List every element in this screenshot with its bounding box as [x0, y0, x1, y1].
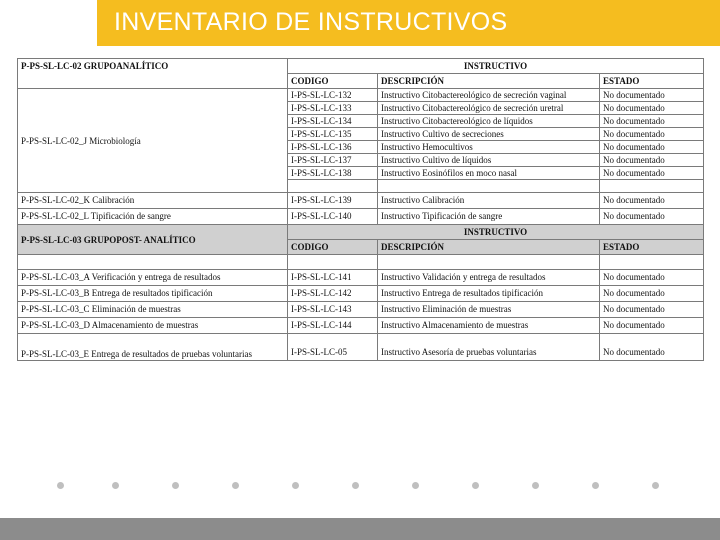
descripcion-cell: Instructivo Calibración: [378, 193, 600, 209]
empty-cell: [378, 255, 600, 270]
codigo-cell: I-PS-SL-LC-140: [288, 209, 378, 225]
estado-cell: No documentado: [600, 167, 704, 180]
codigo-cell: I-PS-SL-LC-132: [288, 89, 378, 102]
section2-col-estado: ESTADO: [600, 240, 704, 255]
empty-cell: [288, 180, 378, 193]
descripcion-cell: Instructivo Citobactereológico de secreción uretral: [378, 102, 600, 115]
table-row: [18, 334, 704, 361]
estado-cell: No documentado: [600, 89, 704, 102]
pagination-dot[interactable]: [592, 482, 599, 489]
procedimiento-cell: P-PS-SL-LC-03_E Entrega de resultados de pruebas voluntarias: [18, 334, 288, 361]
title-bar: [97, 0, 720, 46]
instructivos-table: [17, 58, 704, 361]
estado-cell: No documentado: [600, 102, 704, 115]
section2-header-row: [18, 225, 704, 240]
section1-header-row: [18, 59, 704, 74]
codigo-cell: I-PS-SL-LC-135: [288, 128, 378, 141]
procedimiento-cell: P-PS-SL-LC-03_A Verificación y entrega de resultados: [18, 270, 288, 286]
estado-cell: No documentado: [600, 141, 704, 154]
empty-cell: [600, 255, 704, 270]
codigo-cell: I-PS-SL-LC-133: [288, 102, 378, 115]
estado-cell: No documentado: [600, 302, 704, 318]
section1-col-estado: ESTADO: [600, 74, 704, 89]
codigo-cell: I-PS-SL-LC-144: [288, 318, 378, 334]
descripcion-cell: Instructivo Tipificación de sangre: [378, 209, 600, 225]
pagination-dots: [0, 482, 720, 494]
pagination-dot[interactable]: [532, 482, 539, 489]
estado-cell: No documentado: [600, 286, 704, 302]
pagination-dot[interactable]: [652, 482, 659, 489]
descripcion-cell: Instructivo Hemocultivos: [378, 141, 600, 154]
estado-cell: No documentado: [600, 193, 704, 209]
procedure-tipificacion: P-PS-SL-LC-02_L Tipificación de sangre: [18, 209, 288, 225]
pagination-dot[interactable]: [112, 482, 119, 489]
pagination-dot[interactable]: [472, 482, 479, 489]
descripcion-cell: Instructivo Eliminación de muestras: [378, 302, 600, 318]
procedure-microbiologia: P-PS-SL-LC-02_J Microbiología: [18, 89, 288, 193]
empty-cell: [18, 255, 288, 270]
spacer-row: [18, 255, 704, 270]
procedimiento-cell: P-PS-SL-LC-03_D Almacenamiento de muestras: [18, 318, 288, 334]
descripcion-cell: Instructivo Citobactereológico de líquidos: [378, 115, 600, 128]
descripcion-cell: Instructivo Almacenamiento de muestras: [378, 318, 600, 334]
slide-title: INVENTARIO DE INSTRUCTIVOS: [114, 8, 508, 36]
descripcion-cell: Instructivo Citobactereológico de secreción vaginal: [378, 89, 600, 102]
section2-col-codigo: CODIGO: [288, 240, 378, 255]
descripcion-cell: Instructivo Entrega de resultados tipificación: [378, 286, 600, 302]
section2-instructivo-header: INSTRUCTIVO: [288, 225, 704, 240]
estado-cell: No documentado: [600, 270, 704, 286]
table-row: [18, 209, 704, 225]
pagination-dot[interactable]: [352, 482, 359, 489]
section1-col-codigo: CODIGO: [288, 74, 378, 89]
footer-bar: [0, 518, 720, 540]
codigo-cell: I-PS-SL-LC-141: [288, 270, 378, 286]
table-row: [18, 286, 704, 302]
empty-cell: [378, 180, 600, 193]
estado-cell: No documentado: [600, 154, 704, 167]
pagination-dot[interactable]: [172, 482, 179, 489]
pagination-dot[interactable]: [412, 482, 419, 489]
descripcion-cell: Instructivo Cultivo de líquidos: [378, 154, 600, 167]
codigo-cell: I-PS-SL-LC-138: [288, 167, 378, 180]
section2-col-descripcion: DESCRIPCIÓN: [378, 240, 600, 255]
section2-group-title: P-PS-SL-LC-03 GRUPOPOST- ANALÍTICO: [18, 225, 288, 255]
codigo-cell: I-PS-SL-LC-05: [288, 334, 378, 361]
procedimiento-cell: P-PS-SL-LC-03_C Eliminación de muestras: [18, 302, 288, 318]
table-row: [18, 270, 704, 286]
section1-instructivo-header: INSTRUCTIVO: [288, 59, 704, 74]
table-row: [18, 302, 704, 318]
table-row: [18, 193, 704, 209]
codigo-cell: I-PS-SL-LC-139: [288, 193, 378, 209]
codigo-cell: I-PS-SL-LC-137: [288, 154, 378, 167]
pagination-dot[interactable]: [232, 482, 239, 489]
codigo-cell: I-PS-SL-LC-134: [288, 115, 378, 128]
empty-cell: [288, 255, 378, 270]
pagination-dot[interactable]: [292, 482, 299, 489]
pagination-dot[interactable]: [57, 482, 64, 489]
procedimiento-cell: P-PS-SL-LC-03_B Entrega de resultados tipificación: [18, 286, 288, 302]
codigo-cell: I-PS-SL-LC-136: [288, 141, 378, 154]
codigo-cell: I-PS-SL-LC-142: [288, 286, 378, 302]
estado-cell: No documentado: [600, 128, 704, 141]
estado-cell: No documentado: [600, 209, 704, 225]
section1-group-title: P-PS-SL-LC-02 GRUPOANALÍTICO: [18, 59, 288, 89]
descripcion-cell: Instructivo Validación y entrega de resultados: [378, 270, 600, 286]
table-row: [18, 89, 704, 102]
descripcion-cell: Instructivo Cultivo de secreciones: [378, 128, 600, 141]
section1-col-descripcion: DESCRIPCIÓN: [378, 74, 600, 89]
estado-cell: No documentado: [600, 318, 704, 334]
descripcion-cell: Instructivo Asesoría de pruebas voluntarias: [378, 334, 600, 361]
codigo-cell: I-PS-SL-LC-143: [288, 302, 378, 318]
estado-cell: No documentado: [600, 334, 704, 361]
table-row: [18, 318, 704, 334]
descripcion-cell: Instructivo Eosinófilos en moco nasal: [378, 167, 600, 180]
estado-cell: No documentado: [600, 115, 704, 128]
procedure-calibracion: P-PS-SL-LC-02_K Calibración: [18, 193, 288, 209]
empty-cell: [600, 180, 704, 193]
